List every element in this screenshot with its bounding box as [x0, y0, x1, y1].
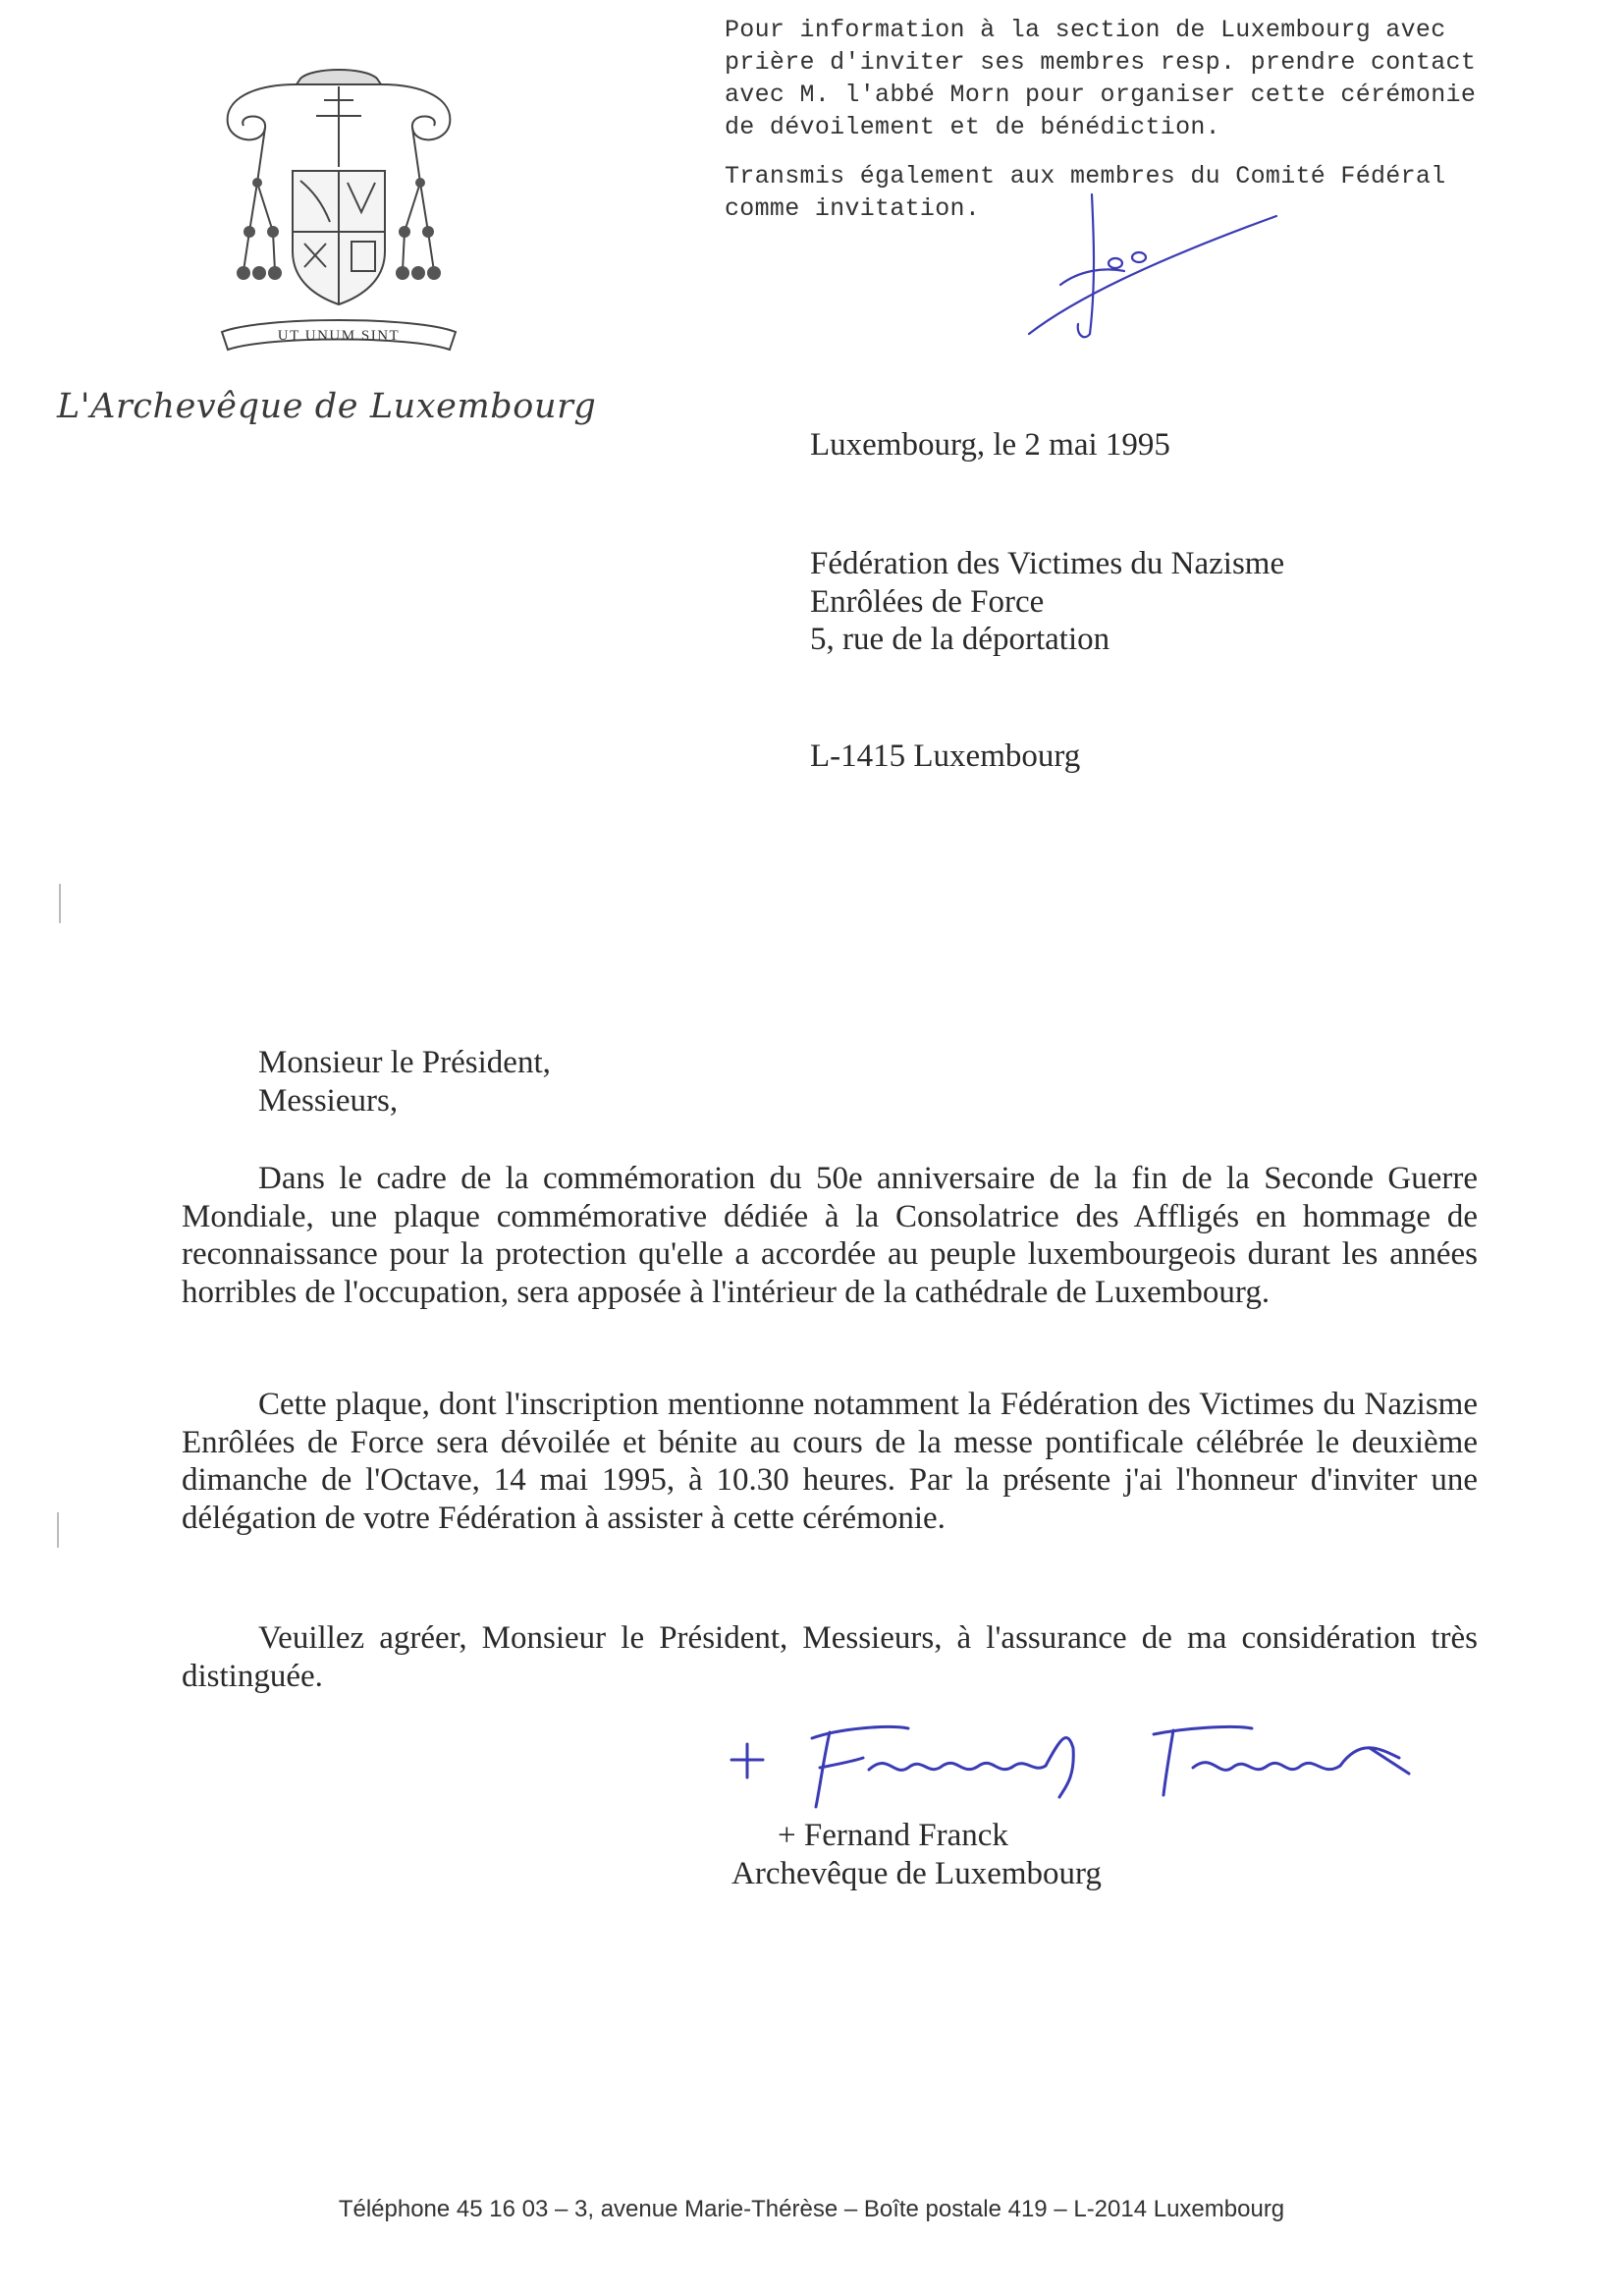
handwritten-initials	[1021, 177, 1296, 354]
coat-of-arms-logo	[214, 65, 463, 377]
addressee-line: Fédération des Victimes du Nazisme	[810, 546, 1285, 581]
annotation-line: Pour information à la section de Luxembourg avec	[725, 16, 1446, 44]
salutation-line: Monsieur le Président,	[258, 1045, 551, 1080]
annotation-line: avec M. l'abbé Morn pour organiser cette cérémonie	[725, 81, 1477, 109]
signature-block	[731, 1817, 1102, 1892]
paragraph	[182, 1160, 1478, 1311]
signatory-name: + Fernand Franck	[778, 1818, 1008, 1853]
annotation-line: prière d'inviter ses membres resp. prendre contact	[725, 48, 1477, 77]
handwritten-signature	[722, 1709, 1429, 1817]
salutation	[258, 1044, 551, 1120]
margin-mark	[59, 884, 61, 923]
margin-mark	[57, 1512, 59, 1548]
signatory-title: Archevêque de Luxembourg	[731, 1855, 1102, 1891]
letterhead-title: L'Archevêque de Luxembourg	[57, 387, 597, 426]
addressee-line: 5, rue de la déportation	[810, 622, 1110, 657]
addressee-city: L-1415 Luxembourg	[810, 738, 1081, 774]
annotation-line: de dévoilement et de bénédiction.	[725, 113, 1220, 141]
paragraph	[182, 1619, 1478, 1695]
footer-address: Téléphone 45 16 03 – 3, avenue Marie-Thérèse – Boîte postale 419 – L-2014 Luxembourg	[338, 2196, 1285, 2222]
addressee-line: Enrôlées de Force	[810, 583, 1045, 620]
crest-motto: UT UNUM SINT	[277, 328, 401, 344]
paragraph-text: Veuillez agréer, Monsieur le Président, Messieurs, à l'assurance de ma considération très distinguée.	[182, 1620, 1478, 1694]
annotation-line: comme invitation.	[725, 194, 981, 223]
paragraph-text: Cette plaque, dont l'inscription mentionne notamment la Fédération des Victimes du Nazisme Enrôlées de Force sera dévoilée et bénite au cours de la messe pontificale célébrée le deuxième dimanche de l'Octave, 14 mai 1995, à 10.30 heures. Par la présente j'ai l'honneur d'inviter une délégation de votre Fédération à assister à cette cérémonie.	[182, 1387, 1478, 1536]
addressee-block	[810, 545, 1284, 659]
paragraph	[182, 1386, 1478, 1537]
dateline: Luxembourg, le 2 mai 1995	[810, 427, 1170, 463]
paragraph-text: Dans le cadre de la commémoration du 50e anniversaire de la fin de la Seconde Guerre Mondiale, une plaque commémorative dédiée à la Consolatrice des Affligés en hommage de reconnaissance pour la protection qu'elle a accordée au peuple luxembourgeois durant les années horribles de l'occupation, sera apposée à l'intérieur de la cathédrale de Luxembourg.	[182, 1161, 1478, 1310]
annotation-line: Transmis également aux membres du Comité Fédéral	[725, 162, 1446, 191]
salutation-line: Messieurs,	[258, 1082, 399, 1119]
